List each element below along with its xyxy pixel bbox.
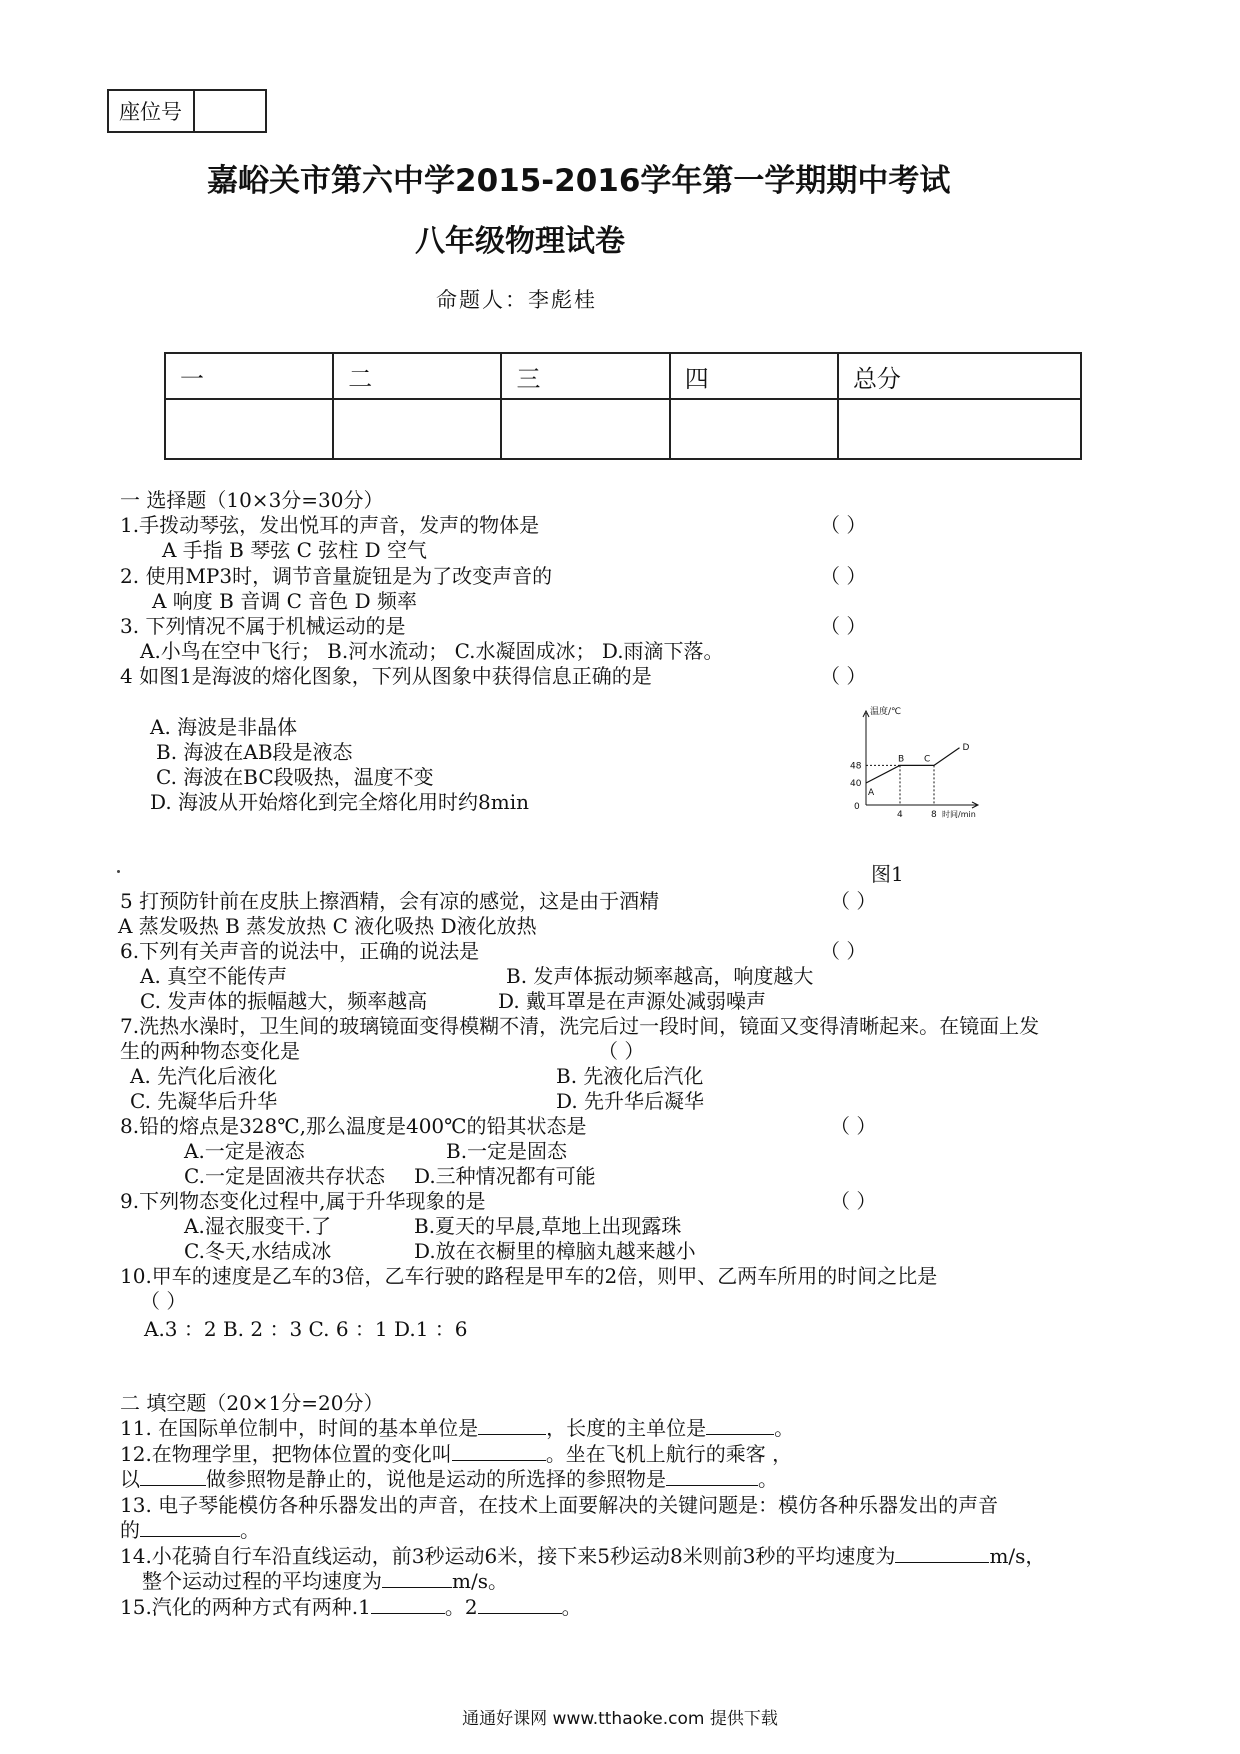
q12-line2: [120, 1463, 778, 1492]
q8-option-b: B.一定是固态: [446, 1139, 568, 1163]
q8-answer-bracket: （ ）: [830, 1114, 877, 1138]
q12-blank-1[interactable]: [452, 1442, 546, 1461]
y-tick-48: 48: [850, 761, 862, 772]
q6-stem: 6.下列有关声音的说法中，正确的说法是: [120, 939, 480, 963]
score-cell-4: [670, 399, 838, 459]
q13-line2: [120, 1514, 260, 1543]
q8-stem: 8.铅的熔点是328℃,那么温度是400℃的铅其状态是: [120, 1114, 587, 1138]
q4-option-b: B. 海波在AB段是液态: [156, 740, 353, 764]
figure-caption: 图1: [871, 862, 904, 886]
seat-number-label: 座位号: [109, 91, 195, 131]
q8-option-c: C.一定是固液共存状态: [184, 1164, 385, 1188]
q15-text-b: 。2: [444, 1595, 478, 1619]
q11-text-c: 。: [774, 1416, 795, 1440]
q8-option-a: A.一定是液态: [184, 1139, 305, 1163]
q3-stem: 3. 下列情况不属于机械运动的是: [120, 614, 406, 638]
q7-option-b: B. 先液化后汽化: [556, 1064, 704, 1088]
score-header-4: 四: [670, 353, 838, 399]
q11-blank-1[interactable]: [478, 1416, 546, 1435]
q15-blank-2[interactable]: [478, 1595, 562, 1614]
q7-stem-cont: 生的两种物态变化是: [120, 1039, 300, 1063]
q10-options: A.3 ：2 B. 2 ：3 C. 6 ：1 D.1 ：6: [144, 1317, 468, 1341]
exam-subtitle: 八年级物理试卷: [415, 224, 625, 259]
q10-stem: 10.甲车的速度是乙车的3倍，乙车行驶的路程是甲车的2倍，则甲、乙两车所用的时间之比是: [120, 1264, 938, 1288]
q1-answer-bracket: （ ）: [820, 513, 867, 537]
q1-stem: 1.手拨动琴弦，发出悦耳的声音，发声的物体是: [120, 513, 540, 537]
q3-options: A.小鸟在空中飞行； B.河水流动； C.水凝固成冰； D.雨滴下落。: [140, 639, 724, 663]
q9-stem: 9.下列物态变化过程中,属于升华现象的是: [120, 1189, 486, 1213]
q11-blank-2[interactable]: [706, 1416, 774, 1435]
q12-text-c: 以: [120, 1467, 140, 1491]
seat-number-box: [107, 89, 267, 133]
y-axis-label: 温度/℃: [870, 707, 902, 717]
y-tick-0: 0: [854, 802, 860, 812]
q12-blank-3[interactable]: [666, 1467, 758, 1486]
stray-dot: [117, 870, 120, 873]
melting-graph: [830, 705, 990, 835]
footer-credit: 通通好课网 www.tthaoke.com 提供下载: [462, 1709, 778, 1729]
q4-stem: 4 如图1是海波的熔化图象，下列从图象中获得信息正确的是: [120, 664, 652, 688]
q5-stem: 5 打预防针前在皮肤上擦酒精，会有凉的感觉，这是由于酒精: [120, 889, 660, 913]
q13-text-c: 。: [240, 1518, 260, 1542]
melting-curve: [866, 748, 960, 783]
q6-option-c: C. 发声体的振幅越大，频率越高: [140, 989, 428, 1013]
q11: [120, 1412, 794, 1441]
score-header-3: 三: [501, 353, 669, 399]
q2-options: A 响度 B 音调 C 音色 D 频率: [152, 589, 417, 613]
q15-blank-1[interactable]: [371, 1595, 445, 1614]
q14-text-b: m/s，: [989, 1544, 1046, 1568]
score-cell-3: [501, 399, 669, 459]
section1-heading: 一 选择题（10×3分=30分）: [120, 488, 384, 512]
q12-blank-2[interactable]: [140, 1467, 206, 1486]
score-header-total: 总分: [838, 353, 1081, 399]
q14-text-a: 14.小花骑自行车沿直线运动，前3秒运动6米，接下来5秒运动8米则前3秒的平均速度为: [120, 1544, 896, 1568]
q7-answer-bracket: （ ）: [598, 1039, 645, 1063]
q7-stem: 7.洗热水澡时，卫生间的玻璃镜面变得模糊不清，洗完后过一段时间，镜面又变得清晰起来。在镜面上发: [120, 1014, 1040, 1038]
q9-option-b: B.夏天的早晨,草地上出现露珠: [414, 1214, 682, 1238]
q7-option-a: A. 先汽化后液化: [130, 1064, 278, 1088]
q12-text-b: 。坐在飞机上航行的乘客 ，: [545, 1442, 793, 1466]
q14-text-c: 整个运动过程的平均速度为: [142, 1569, 382, 1593]
y-tick-40: 40: [850, 779, 862, 789]
q10-answer-bracket: （ ）: [140, 1289, 187, 1313]
q6-answer-bracket: （ ）: [820, 939, 867, 963]
q7-option-d: D. 先升华后凝华: [556, 1089, 705, 1113]
q14-line2: [142, 1565, 508, 1594]
x-axis-label: 时间/min: [942, 810, 976, 819]
score-cell-1: [165, 399, 333, 459]
q15-text-a: 15.汽化的两种方式有两种.1: [120, 1595, 371, 1619]
score-cell-total: [838, 399, 1081, 459]
exam-title: 嘉峪关市第六中学2015-2016学年第一学期期中考试: [207, 163, 951, 199]
score-header-1: 一: [165, 353, 333, 399]
q2-answer-bracket: （ ）: [820, 564, 867, 588]
exam-author: 命题人：李彪桂: [436, 288, 597, 312]
q14-blank-1[interactable]: [895, 1544, 989, 1563]
q4-answer-bracket: （ ）: [820, 664, 867, 688]
section2-heading: 二 填空题（20×1分=20分）: [120, 1391, 384, 1415]
q5-options: A 蒸发吸热 B 蒸发放热 C 液化吸热 D液化放热: [118, 914, 537, 938]
q12-text-e: 。: [758, 1467, 778, 1491]
q13-blank-1[interactable]: [140, 1518, 240, 1537]
q2-stem: 2. 使用MP3时，调节音量旋钮是为了改变声音的: [120, 564, 553, 588]
q15: [120, 1591, 582, 1620]
q4-option-a: A. 海波是非晶体: [150, 715, 298, 739]
q8-option-d: D.三种情况都有可能: [414, 1164, 596, 1188]
x-tick-8: 8: [931, 810, 937, 820]
point-label-a: A: [868, 788, 875, 798]
q11-text-b: ，长度的主单位是: [546, 1416, 707, 1440]
q5-answer-bracket: （ ）: [830, 889, 877, 913]
q9-option-d: D.放在衣橱里的樟脑丸越来越小: [414, 1239, 696, 1263]
point-label-d: D: [962, 742, 970, 753]
q9-answer-bracket: （ ）: [830, 1189, 877, 1213]
q7-option-c: C. 先凝华后升华: [130, 1089, 278, 1113]
q14-blank-2[interactable]: [382, 1569, 452, 1588]
q12-text-a: 12.在物理学里，把物体位置的变化叫: [120, 1442, 452, 1466]
q15-text-c: 。: [561, 1595, 582, 1619]
q14-text-d: m/s。: [452, 1569, 508, 1593]
q9-option-a: A.湿衣服变干.了: [184, 1214, 332, 1238]
x-tick-4: 4: [897, 810, 903, 820]
q6-option-d: D. 戴耳罩是在声源处减弱噪声: [498, 989, 767, 1013]
q13-line1: 13. 电子琴能模仿各种乐器发出的声音，在技术上面要解决的关键问题是：模仿各种乐器发出的声音: [120, 1493, 999, 1517]
point-label-b: B: [898, 754, 905, 765]
q11-text-a: 11. 在国际单位制中，时间的基本单位是: [120, 1416, 479, 1440]
q6-option-b: B. 发声体振动频率越高，响度越大: [506, 964, 814, 988]
score-cell-2: [333, 399, 501, 459]
score-header-2: 二: [333, 353, 501, 399]
q1-options: A 手指 B 琴弦 C 弦柱 D 空气: [162, 538, 427, 562]
q9-option-c: C.冬天,水结成冰: [184, 1239, 332, 1263]
q13-text-b: 的: [120, 1518, 140, 1542]
q3-answer-bracket: （ ）: [820, 614, 867, 638]
score-table: [164, 352, 1082, 460]
q4-option-c: C. 海波在BC段吸热，温度不变: [156, 765, 434, 789]
q6-option-a: A. 真空不能传声: [140, 964, 288, 988]
q12-text-d: 做参照物是静止的，说他是运动的所选择的参照物是: [206, 1467, 666, 1491]
point-label-c: C: [924, 754, 931, 765]
q4-option-d: D. 海波从开始熔化到完全熔化用时约8min: [150, 790, 530, 814]
